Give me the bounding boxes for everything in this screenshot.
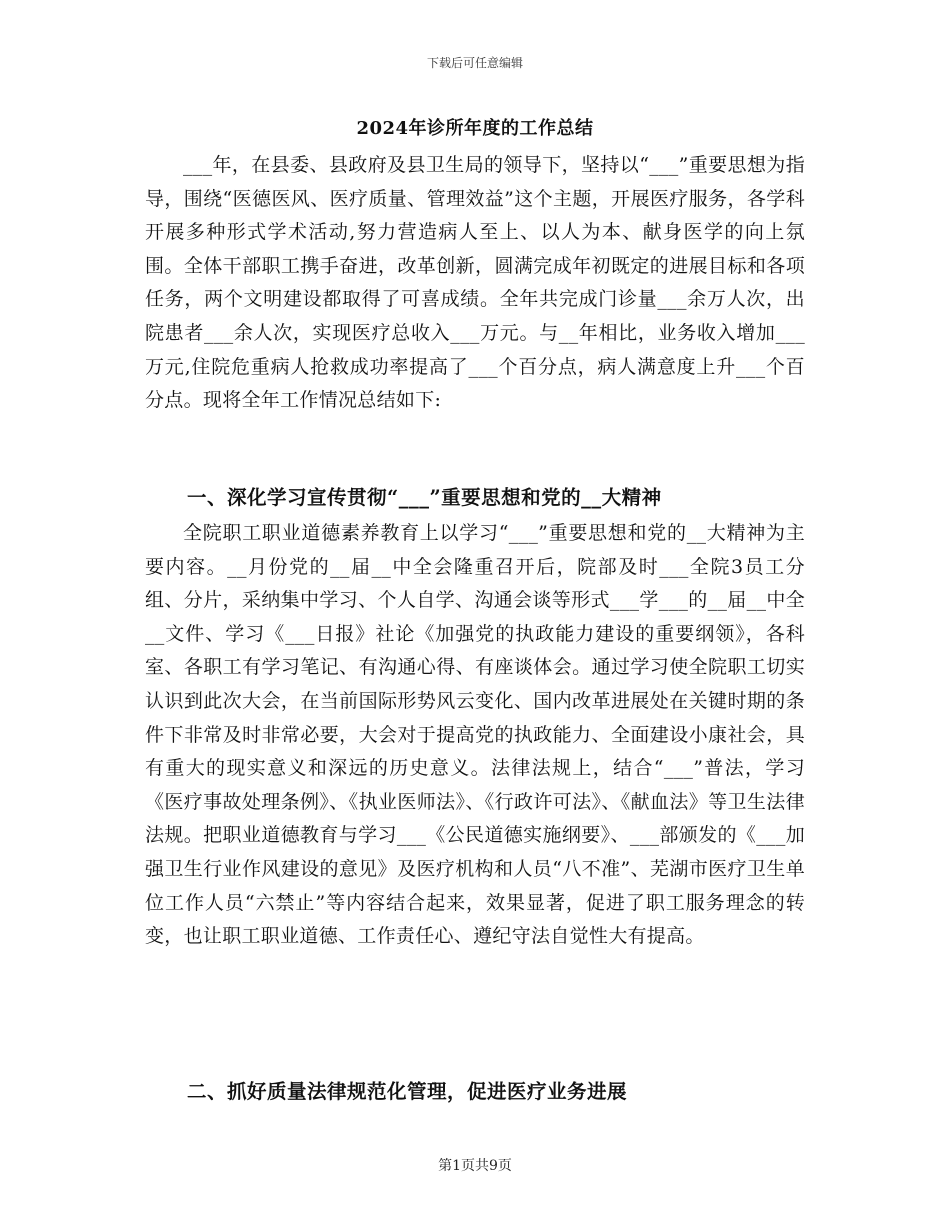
document-title: 2024年诊所年度的工作总结 [356,118,594,139]
section-1-paragraph: 全院职工职业道德素养教育上以学习“___”重要思想和党的__大精神为主要内容。__月份党的__届__中全会隆重召开后，院部及时___全院3员工分组、分片，采纳集中学习、个人自学、沟通会谈等形式___学___的__届__中全__文件、学习《___日报》社论《加强党的执政能力建设的重要纲领》，各科室、各职工有学习笔记、有沟通心得、有座谈体会。通过学习使全院职工切实认识到此次大会，在当前国际形势风云变化、国内改革进展处在关键时期的条件下非常及时非常必要，大会对于提高党的执政能力、全面建设小康社会，具有重大的现实意义和深远的历史意义。法律法规上，结合“___”普法，学习《医疗事故处理条例》、《执业医师法》、《行政许可法》、《献血法》等卫生法律法规。把职业道德教育与学习___《公民道德实施纲要》、___部颁发的《___加强卫生行业作风建设的意见》及医疗机构和人员“八不准”、芜湖市医疗卫生单位工作人员“六禁止”等内容结合起来，效果显著，促进了职工服务理念的转变，也让职工职业道德、工作责任心、遵纪守法自觉性大有提高。 [145,522,805,948]
section-heading-1: 一、深化学习宣传贯彻“___”重要思想和党的__大精神 [187,486,662,509]
section-heading-2: 二、抓好质量法律规范化管理，促进医疗业务进展 [187,1080,628,1103]
page-footer: 第1页共9页 [438,1158,512,1174]
intro-paragraph: ___年，在县委、县政府及县卫生局的领导下，坚持以“___”重要思想为指导，围绕“医德医风、医疗质量、管理效益”这个主题，开展医疗服务，各学科开展多种形式学术活动,努力营造病人至上、以人为本、献身医学的向上氛围。全体干部职工携手奋进，改革创新，圆满完成年初既定的进展目标和各项任务，两个文明建设都取得了可喜成绩。全年共完成门诊量___余万人次，出院患者___余人次，实现医疗总收入___万元。与__年相比，业务收入增加___万元,住院危重病人抢救成功率提高了___个百分点，病人满意度上升___个百分点。现将全年工作情况总结如下: [145,154,805,412]
header-note: 下载后可任意编辑 [426,56,523,70]
